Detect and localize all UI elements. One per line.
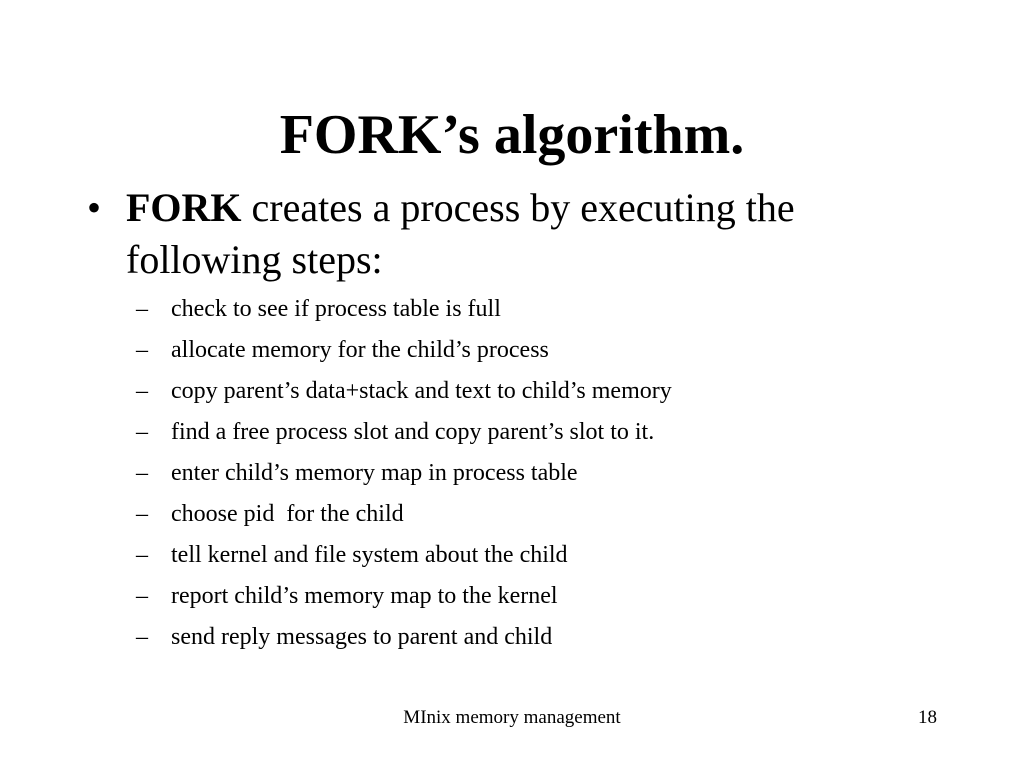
step-item (136, 371, 956, 412)
step-item (136, 535, 956, 576)
step-text: copy parent’s data+stack and text to child’s memory (171, 378, 672, 404)
step-item (136, 494, 956, 535)
bullet-bold-term: FORK (126, 185, 242, 230)
slide-title: FORK’s algorithm. (279, 104, 745, 166)
step-text: tell kernel and file system about the child (171, 542, 568, 568)
step-item (136, 330, 956, 371)
footer-title: MInix memory management (403, 707, 621, 728)
dash-marker: – (136, 542, 148, 568)
dash-marker: – (136, 419, 148, 445)
step-item (136, 576, 956, 617)
step-text: report child’s memory map to the kernel (171, 583, 558, 609)
step-item (136, 453, 956, 494)
step-text: check to see if process table is full (171, 296, 501, 322)
dash-marker: – (136, 296, 148, 322)
dash-marker: – (136, 337, 148, 363)
dash-marker: – (136, 460, 148, 486)
step-text: choose pid for the child (171, 501, 404, 527)
steps-list (136, 289, 956, 658)
dash-marker: – (136, 378, 148, 404)
dash-marker: – (136, 501, 148, 527)
step-text: find a free process slot and copy parent’s slot to it. (171, 419, 655, 445)
bullet-body-text: creates a process by executing the following steps: (126, 185, 795, 282)
page-number: 18 (918, 707, 937, 728)
bullet-symbol: • (87, 185, 102, 230)
main-bullet-text (126, 182, 926, 286)
step-item (136, 617, 956, 658)
step-item (136, 412, 956, 453)
step-text: send reply messages to parent and child (171, 624, 553, 650)
dash-marker: – (136, 583, 148, 609)
step-text: allocate memory for the child’s process (171, 337, 549, 363)
step-text: enter child’s memory map in process table (171, 460, 578, 486)
step-item (136, 289, 956, 330)
dash-marker: – (136, 624, 148, 650)
